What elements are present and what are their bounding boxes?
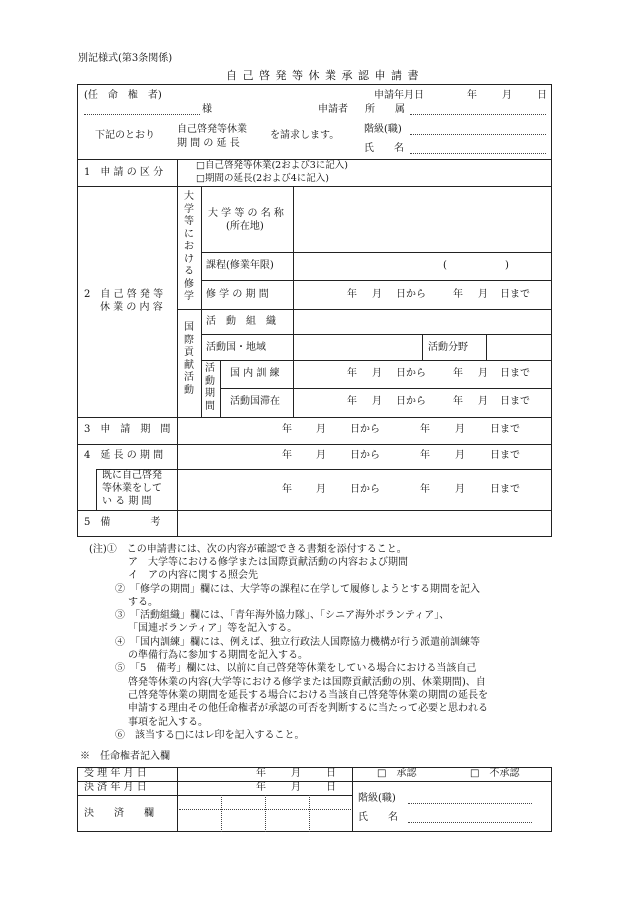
form-reference: 別記様式(第3条関係) xyxy=(78,53,173,64)
period-year: 年 xyxy=(347,396,357,407)
country-region-label: 活動国・地域 xyxy=(206,342,266,353)
period-to: 日まで xyxy=(490,484,520,495)
stamp-box-divider xyxy=(221,795,222,832)
overseas-stay-label: 活動国滞在 xyxy=(230,396,280,407)
study-period-label: 修 学 の 期 間 xyxy=(206,289,269,300)
label-column-divider xyxy=(177,159,178,537)
admin-year: 年 xyxy=(256,782,266,793)
admin-heading: ※ 任命権者記入欄 xyxy=(80,751,170,762)
approve-checkbox[interactable]: □ 承認 xyxy=(377,768,417,779)
section-5-label: 5 備 考 xyxy=(84,517,161,528)
checkbox-leave-option[interactable]: □自己啓発等休業(2および3に記入) xyxy=(196,160,348,171)
stamp-box-line xyxy=(179,809,351,810)
note-line: 事項を記入する。 xyxy=(128,717,208,728)
row-divider xyxy=(201,280,552,281)
section-3-label: 3 申 請 期 間 xyxy=(84,424,171,435)
settled-date-label: 決 済 年 月 日 xyxy=(84,782,147,793)
row-divider xyxy=(77,417,552,418)
row-divider xyxy=(77,510,552,511)
row-divider xyxy=(220,388,552,389)
stamp-box[interactable] xyxy=(311,811,351,831)
period-year: 年 xyxy=(282,450,292,461)
stamp-box[interactable] xyxy=(223,811,264,831)
existing-leave-label-1: 既に自己啓発 xyxy=(102,470,162,481)
period-from: 日から xyxy=(350,424,380,435)
reject-checkbox[interactable]: □ 不承認 xyxy=(470,768,520,779)
row-divider xyxy=(201,334,552,335)
date-month: 月 xyxy=(502,90,512,101)
note-line: ⑥ 該当する□にはレ印を記入すること。 xyxy=(115,730,305,741)
approval-column-label: 決 済 欄 xyxy=(84,808,154,819)
option-extension: 期 間 の 延 長 xyxy=(177,138,240,149)
period-from: 日から xyxy=(396,368,426,379)
admin-day: 日 xyxy=(326,768,336,779)
request-text: を請求します。 xyxy=(270,130,340,141)
stamp-box-divider xyxy=(265,795,266,832)
period-month: 月 xyxy=(455,424,465,435)
period-year: 年 xyxy=(453,289,463,300)
intro-text: 下記のとおり xyxy=(95,130,155,141)
note-line: ③ 「活動組織」欄には、「青年海外協力隊」、「シニア海外ボランティア」、 xyxy=(115,610,450,621)
domestic-training-label: 国 内 訓 練 xyxy=(230,368,280,379)
course-paren-open: ( xyxy=(443,260,447,271)
organization-label: 活 動 組 織 xyxy=(206,316,276,327)
sub-label-divider xyxy=(96,469,97,510)
admin-month: 月 xyxy=(291,768,301,779)
period-year: 年 xyxy=(282,424,292,435)
period-year: 年 xyxy=(453,396,463,407)
section-1-label: 1 申 請 の 区 分 xyxy=(84,167,164,178)
rank-field[interactable] xyxy=(410,134,546,135)
date-day: 日 xyxy=(537,90,547,101)
admin-mid-divider xyxy=(352,767,353,832)
row-divider xyxy=(201,252,552,253)
application-date-label: 申請年月日 xyxy=(374,90,424,101)
period-month: 月 xyxy=(372,289,382,300)
period-month: 月 xyxy=(478,368,488,379)
international-activity-vertical: 国際貢献活動 xyxy=(184,322,194,396)
row-divider xyxy=(201,360,552,361)
university-name-label: 大 学 等 の 名 称 xyxy=(208,208,284,219)
row-divider xyxy=(77,186,552,187)
date-year: 年 xyxy=(467,90,477,101)
course-paren-close: ) xyxy=(505,260,509,271)
note-line: ② 「修学の期間」欄には、大学等の課程に在学して履修しようとする期間を記入 xyxy=(115,584,480,595)
appointer-name-line[interactable] xyxy=(84,114,200,115)
period-from: 日から xyxy=(396,396,426,407)
field-value-divider xyxy=(486,334,487,360)
section-2-label-line2: 休 業 の 内 容 xyxy=(100,302,163,313)
university-study-vertical: 大学等における修学 xyxy=(184,191,194,302)
section-4-label: 4 延 長 の 期 間 xyxy=(84,450,164,461)
period-month: 月 xyxy=(455,450,465,461)
period-from: 日から xyxy=(350,450,380,461)
course-label: 課程(修業年限) xyxy=(206,260,274,271)
stamp-box-divider xyxy=(309,795,310,832)
note-line: 己啓発等休業の期間を延長する場合における当該自己啓発等休業の期間の延長を xyxy=(128,690,488,701)
activity-period-vertical: 活動期間 xyxy=(205,363,215,412)
admin-row-divider xyxy=(77,795,352,796)
period-year: 年 xyxy=(420,424,430,435)
period-to: 日まで xyxy=(500,396,530,407)
admin-day: 日 xyxy=(326,782,336,793)
period-month: 月 xyxy=(372,368,382,379)
affiliation-label: 所 属 xyxy=(365,104,405,115)
note-line: 申請する理由その他任命権者が承認の可否を判断するに当たって必要と思われる xyxy=(128,703,488,714)
row-divider xyxy=(96,469,552,470)
field-column-divider xyxy=(293,186,294,309)
note-line: ア 大学等における修学または国際貢献活動の内容および期間 xyxy=(128,557,408,568)
period-month: 月 xyxy=(478,396,488,407)
row-divider xyxy=(77,444,552,445)
section-2-label-line1: 2 自 己 啓 発 等 xyxy=(84,289,164,300)
note-line: ⑤ 「5 備考」欄には、以前に自己啓発等休業をしている場合における当該自己 xyxy=(115,663,477,674)
period-year: 年 xyxy=(420,484,430,495)
existing-leave-label-3: い る 期 間 xyxy=(102,496,152,507)
applicant-label: 申請者 xyxy=(318,104,348,115)
country-field-divider xyxy=(422,334,423,360)
period-month: 月 xyxy=(372,396,382,407)
period-year: 年 xyxy=(453,368,463,379)
checkbox-extension-option[interactable]: □期間の延長(2および4に記入) xyxy=(196,173,329,184)
period-month: 月 xyxy=(478,289,488,300)
existing-leave-label-2: 等休業をして xyxy=(102,483,162,494)
note-line: 啓発等休業の内容(大学等における修学または国際貢献活動の別、休業期間)、自 xyxy=(128,677,486,688)
period-year: 年 xyxy=(347,289,357,300)
period-month: 月 xyxy=(316,450,326,461)
category-column-divider xyxy=(201,186,202,417)
admin-month: 月 xyxy=(291,782,301,793)
stamp-box[interactable] xyxy=(179,811,220,831)
note-line: ④ 「国内訓練」欄には、例えば、独立行政法人国際協力機構が行う派遣前訓練等 xyxy=(115,637,480,648)
period-year: 年 xyxy=(347,368,357,379)
stamp-box[interactable] xyxy=(267,811,308,831)
admin-name-field[interactable] xyxy=(408,822,532,823)
period-from: 日から xyxy=(396,289,426,300)
row-divider xyxy=(177,309,552,310)
affiliation-field[interactable] xyxy=(410,114,546,115)
note-line: イ アの内容に関する照会先 xyxy=(128,570,258,581)
received-date-label: 受 理 年 月 日 xyxy=(84,768,147,779)
admin-row-divider xyxy=(77,781,552,782)
note-line: 「国連ボランティア」等を記入する。 xyxy=(128,623,298,634)
period-month: 月 xyxy=(455,484,465,495)
period-year: 年 xyxy=(420,450,430,461)
appointer-label: (任 命 権 者) xyxy=(84,90,162,101)
note-line: する。 xyxy=(128,597,158,608)
admin-name-label: 氏 名 xyxy=(358,812,398,823)
period-to: 日まで xyxy=(490,424,520,435)
sama-label: 様 xyxy=(202,104,212,115)
period-to: 日まで xyxy=(490,450,520,461)
form-title: 自 己 啓 発 等 休 業 承 認 申 請 書 xyxy=(226,69,420,82)
remarks-field[interactable] xyxy=(180,512,550,536)
note-line: (注)① この申請書には、次の内容が確認できる書類を添付すること。 xyxy=(89,544,407,555)
name-label: 氏 名 xyxy=(364,143,404,154)
admin-year: 年 xyxy=(256,768,266,779)
period-month: 月 xyxy=(316,424,326,435)
note-line: の準備行為に参加する期間を記入する。 xyxy=(128,650,308,661)
period-month: 月 xyxy=(316,484,326,495)
period-from: 日から xyxy=(350,484,380,495)
period-to: 日まで xyxy=(500,368,530,379)
rank-label: 階級(職) xyxy=(364,124,402,135)
admin-rank-label: 階級(職) xyxy=(358,793,396,804)
admin-label-divider xyxy=(177,767,178,832)
period-to: 日まで xyxy=(500,289,530,300)
period-year: 年 xyxy=(282,484,292,495)
option-leave: 自己啓発等休業 xyxy=(177,124,247,135)
activity-field-label: 活動分野 xyxy=(428,342,468,353)
field-column-divider-lower xyxy=(293,309,294,417)
university-location-label: (所在地) xyxy=(226,221,264,232)
admin-rank-field[interactable] xyxy=(408,803,532,804)
name-field[interactable] xyxy=(410,153,546,154)
